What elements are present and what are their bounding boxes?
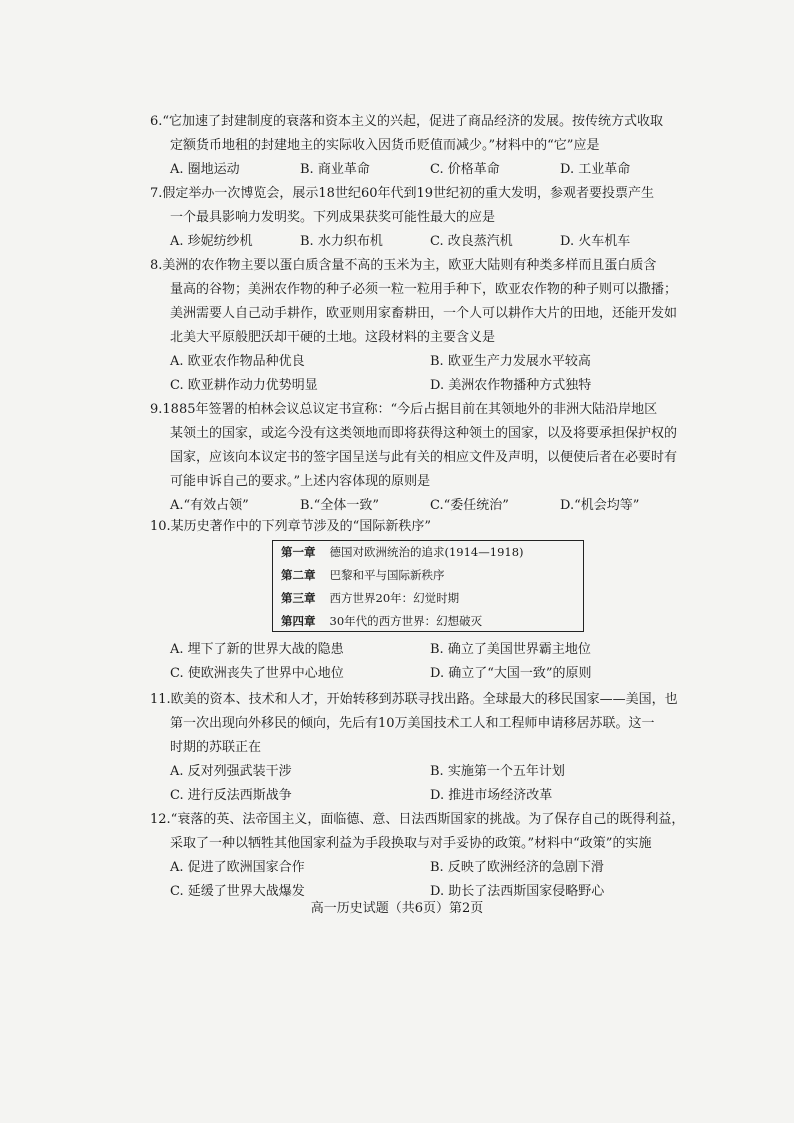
chapter-title: 德国对欧洲统治的追求(1914—1918) [329, 545, 524, 559]
question-6 [150, 110, 690, 182]
option-c: C. 价格革命 [430, 162, 500, 177]
option-a: A. 欧亚农作物品种优良 [170, 354, 305, 369]
option-b: B. 欧亚生产力发展水平较高 [430, 354, 591, 369]
question-stem-line: 某领土的国家，或迄今没有这类领地而即将获得这种领土的国家，以及将要承担保护权的 [170, 426, 678, 441]
option-d: D. 工业革命 [560, 162, 631, 177]
options-row [150, 350, 690, 374]
option-c: C. 改良蒸汽机 [430, 234, 513, 249]
chapter-row [281, 610, 583, 633]
options-row [150, 662, 690, 686]
question-stem-line: 6.“它加速了封建制度的衰落和资本主义的兴起，促进了商品经济的发展。按传统方式收取 [150, 114, 664, 129]
question-stem-line: 美洲需要人自己动手耕作，欧亚则用家畜耕田，一个人可以耕作大片的田地，还能开发如 [170, 306, 678, 321]
option-d: D. 确立了“大国一致”的原则 [430, 666, 592, 681]
option-d: D. 美洲农作物播种方式独特 [430, 378, 592, 393]
option-d: D. 助长了法西斯国家侵略野心 [430, 884, 605, 899]
question-stem-line: 定额货币地租的封建地主的实际收入因货币贬值而减少。”材料中的“它”应是 [170, 138, 600, 153]
chapter-number: 第三章 [281, 591, 316, 605]
question-8 [150, 254, 690, 398]
chapter-title: 30年代的西方世界：幻想破灭 [329, 614, 483, 628]
question-stem-line: 量高的谷物；美洲农作物的种子必须一粒一粒用手种下，欧亚农作物的种子则可以撒播； [170, 282, 678, 297]
question-7 [150, 182, 690, 254]
chapter-number: 第一章 [281, 545, 316, 559]
option-a: A. 埋下了新的世界大战的隐患 [170, 642, 344, 657]
option-c: C. 延缓了世界大战爆发 [170, 884, 305, 899]
chapter-row [281, 564, 583, 587]
question-stem-line: 可能申诉自己的要求。”上述内容体现的原则是 [170, 474, 431, 489]
chapter-table [272, 540, 584, 632]
question-stem-line: 10.某历史著作中的下列章节涉及的“国际新秩序” [150, 519, 431, 534]
chapter-title: 巴黎和平与国际新秩序 [329, 568, 445, 582]
option-b: B. 商业革命 [300, 162, 370, 177]
question-stem-line: 11.欧美的资本、技术和人才，开始转移到苏联寻找出路。全球最大的移民国家——美国，也 [150, 692, 678, 707]
option-a: A. 圈地运动 [170, 162, 240, 177]
question-stem-line: 8.美洲的农作物主要以蛋白质含量不高的玉米为主，欧亚大陆则有种类多样而且蛋白质含 [150, 258, 657, 273]
question-11 [150, 688, 690, 808]
question-stem-line: 9.1885年签署的柏林会议总议定书宣称：“今后占据目前在其领地外的非洲大陆沿岸地区 [150, 402, 658, 417]
options-row [150, 230, 690, 254]
options-row [150, 856, 690, 880]
question-stem-line: 一个最具影响力发明奖。下列成果获奖可能性最大的应是 [170, 210, 496, 225]
chapter-row [281, 541, 583, 564]
option-b: B. 确立了美国世界霸主地位 [430, 642, 591, 657]
question-stem-line: 12.“衰落的英、法帝国主义，面临德、意、日法西斯国家的挑战。为了保存自己的既得利益， [150, 812, 685, 827]
question-10 [150, 515, 690, 539]
option-c: C. 使欧洲丧失了世界中心地位 [170, 666, 344, 681]
question-stem-line: 采取了一种以牺牲其他国家利益为手段换取与对手妥协的政策。”材料中“政策”的实施 [170, 836, 652, 851]
question-9 [150, 398, 690, 518]
option-c: C. 欧亚耕作动力优势明显 [170, 378, 318, 393]
question-stem-line: 国家，应该向本议定书的签字国呈送与此有关的相应文件及声明，以便使后者在必要时有 [170, 450, 678, 465]
option-b: B. 水力织布机 [300, 234, 383, 249]
question-10-options [150, 638, 690, 686]
option-a: A. 珍妮纺纱机 [170, 234, 253, 249]
question-stem-line: 时期的苏联正在 [170, 740, 262, 755]
option-b: B. 实施第一个五年计划 [430, 764, 565, 779]
question-stem-line: 7.假定举办一次博览会，展示18世纪60年代到19世纪初的重大发明，参观者要投票产生 [150, 186, 655, 201]
options-row [150, 158, 690, 182]
options-row [150, 374, 690, 398]
option-a: A. 促进了欧洲国家合作 [170, 860, 305, 875]
question-stem-line: 北美大平原般肥沃却干硬的土地。这段材料的主要含义是 [170, 330, 496, 345]
question-stem-line: 第一次出现向外移民的倾向，先后有10万美国技术工人和工程师申请移居苏联。这一 [170, 716, 655, 731]
options-row [150, 760, 690, 784]
option-a: A. 反对列强武装干涉 [170, 764, 292, 779]
options-row [150, 784, 690, 808]
option-a: A.“有效占领” [170, 498, 249, 513]
option-d: D.“机会均等” [560, 498, 640, 513]
chapter-title: 西方世界20年：幻觉时期 [329, 591, 460, 605]
chapter-number: 第四章 [281, 614, 316, 628]
option-c: C.“委任统治” [430, 498, 509, 513]
option-c: C. 进行反法西斯战争 [170, 788, 292, 803]
chapter-number: 第二章 [281, 568, 316, 582]
option-d: D. 火车机车 [560, 234, 631, 249]
page-footer: 高一历史试题（共6页）第2页 [310, 901, 484, 916]
option-b: B.“全体一致” [300, 498, 379, 513]
chapter-row [281, 587, 583, 610]
option-d: D. 推进市场经济改革 [430, 788, 553, 803]
options-row [150, 638, 690, 662]
option-b: B. 反映了欧洲经济的急剧下滑 [430, 860, 604, 875]
question-12 [150, 808, 690, 904]
